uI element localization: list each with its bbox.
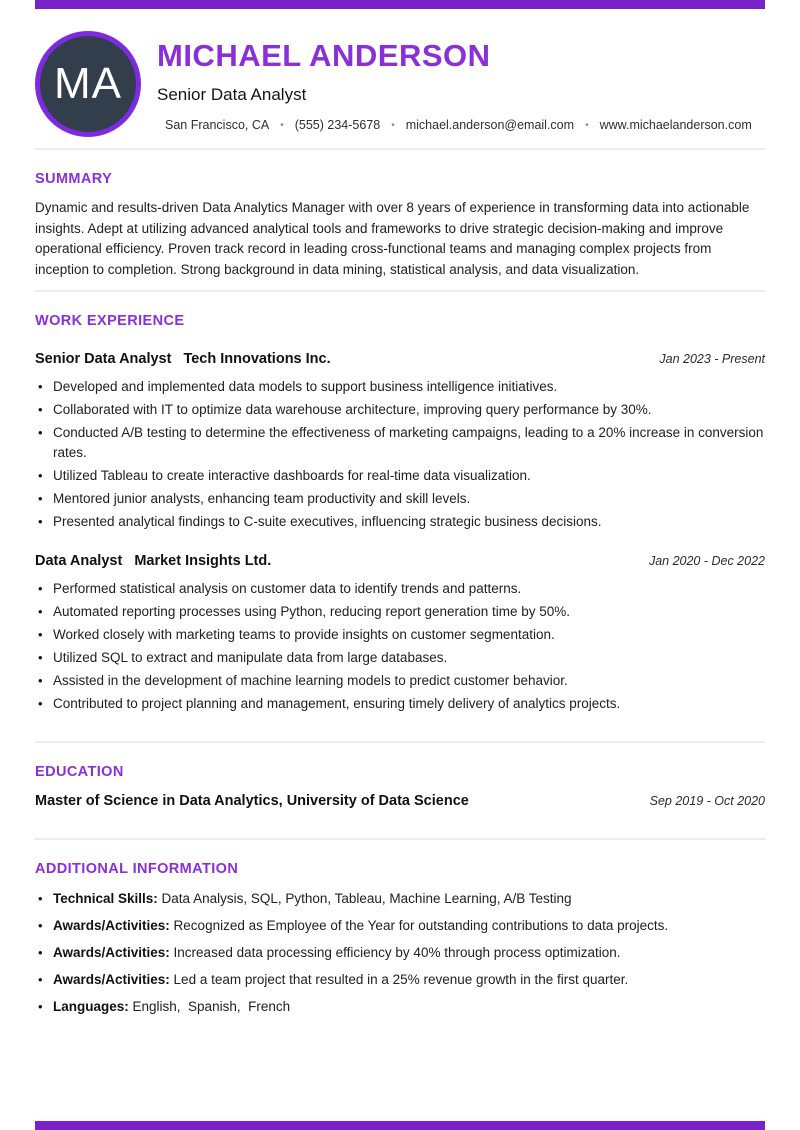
additional-item (35, 916, 765, 936)
job-bullet: • Developed and implemented data models to support business intelligence initiatives. (35, 377, 765, 397)
job-bullet: • Performed statistical analysis on customer data to identify trends and patterns. (35, 579, 765, 599)
resume-header (35, 0, 765, 137)
contact-website: www.michaelanderson.com (599, 117, 752, 132)
work-experience-section (35, 292, 765, 741)
job-header (35, 351, 765, 367)
job-company: Tech Innovations Inc. (183, 351, 331, 367)
summary-text: Dynamic and results-driven Data Analytics Manager with over 8 years of experience in transforming data into actionable insights. Adept at utilizing advanced analytical tools and frameworks to drive strategic decision-making and improve operational efficiency. Proven track record in leading cross-functional teams and managing complex projects from inception to completion. Strong background in data mining, statistical analysis, and data visualization. (35, 200, 750, 277)
job-dates: Jan 2023 - Present (659, 352, 765, 366)
contact-row (157, 118, 752, 132)
job-bullet: • Collaborated with IT to optimize data warehouse architecture, improving query performance by 30%. (35, 400, 765, 420)
jobs-container (35, 351, 765, 714)
education-entry (35, 793, 765, 838)
additional-item (35, 997, 765, 1017)
job-title-company (35, 553, 271, 569)
job-bullet: • Automated reporting processes using Python, reducing report generation time by 50%. (35, 602, 765, 622)
contact-phone: (555) 234-5678 (294, 117, 381, 132)
additional-item-label: Languages: (53, 998, 129, 1014)
job-bullet: • Utilized SQL to extract and manipulate data from large databases. (35, 648, 765, 668)
job-bullet-list (35, 377, 765, 531)
additional-item-text: Recognized as Employee of the Year for outstanding contributions to data projects. (169, 917, 669, 933)
job-bullet: • Presented analytical findings to C-suite executives, influencing strategic business decisions. (35, 512, 765, 532)
contact-email: michael.anderson@email.com (405, 117, 575, 132)
contact-separator-dot: • (585, 119, 589, 131)
summary-heading: SUMMARY (35, 171, 113, 187)
additional-information-heading: ADDITIONAL INFORMATION (35, 860, 239, 877)
additional-item-label: Awards/Activities: (53, 944, 170, 960)
summary-section (35, 150, 765, 290)
person-job-title: Senior Data Analyst (157, 84, 307, 104)
education-section (35, 743, 765, 838)
additional-item (35, 970, 765, 990)
additional-item-label: Awards/Activities: (53, 917, 170, 933)
job-bullet-list (35, 579, 765, 714)
additional-item-text: Data Analysis, SQL, Python, Tableau, Machine Learning, A/B Testing (157, 890, 572, 906)
bottom-accent-bar (35, 1121, 765, 1130)
job-bullet: • Worked closely with marketing teams to provide insights on customer segmentation. (35, 625, 765, 645)
contact-separator-dot: • (391, 119, 395, 131)
education-heading: EDUCATION (35, 763, 124, 780)
avatar-initials: MA (54, 59, 122, 108)
work-experience-heading: WORK EXPERIENCE (35, 313, 185, 329)
additional-item-text: English, Spanish, French (128, 998, 291, 1014)
contact-location: San Francisco, CA (165, 117, 270, 132)
job-dates: Jan 2020 - Dec 2022 (648, 554, 765, 568)
top-accent-bar (35, 0, 765, 9)
education-dates: Sep 2019 - Oct 2020 (649, 793, 765, 808)
job-bullet: • Mentored junior analysts, enhancing team productivity and skill levels. (35, 489, 765, 509)
job-company: Market Insights Ltd. (134, 553, 272, 569)
additional-information-section (35, 840, 765, 1017)
additional-item (35, 943, 765, 963)
job-title: Data Analyst (35, 553, 123, 569)
contact-separator-dot: • (280, 119, 284, 131)
additional-item (35, 889, 765, 909)
additional-item-text: Increased data processing efficiency by 40% through process optimization. (169, 944, 621, 960)
avatar (35, 31, 141, 137)
education-degree: Master of Science in Data Analytics, University of Data Science (35, 792, 469, 809)
job-bullet: • Utilized Tableau to create interactive dashboards for real-time data visualization. (35, 466, 765, 486)
additional-list (35, 889, 765, 1017)
additional-item-text: Led a team project that resulted in a 25% revenue growth in the first quarter. (169, 971, 629, 987)
person-name: MICHAEL ANDERSON (157, 38, 491, 73)
job-bullet: • Assisted in the development of machine learning models to predict customer behavior. (35, 671, 765, 691)
job-title-company (35, 351, 331, 367)
job-title: Senior Data Analyst (35, 351, 172, 367)
job-bullet: • Conducted A/B testing to determine the effectiveness of marketing campaigns, leading to a 20% increase in conversion rates. (35, 423, 765, 462)
additional-item-label: Awards/Activities: (53, 971, 170, 987)
job-header (35, 553, 765, 569)
header-text (157, 31, 752, 132)
additional-item-label: Technical Skills: (53, 890, 158, 906)
job-bullet: • Contributed to project planning and management, ensuring timely delivery of analytics projects. (35, 694, 765, 714)
